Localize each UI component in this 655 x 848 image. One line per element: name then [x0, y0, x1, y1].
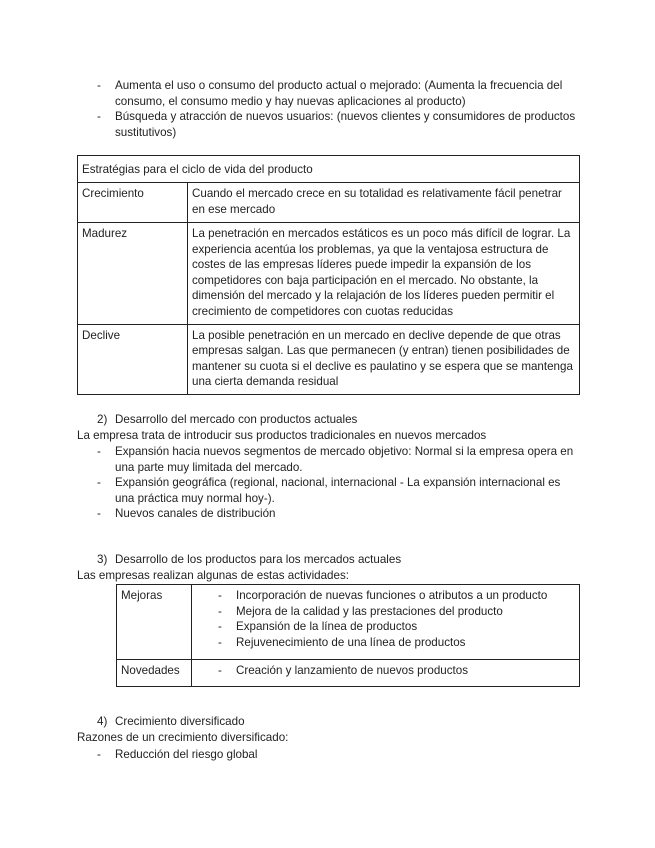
lifecycle-table	[77, 155, 580, 395]
table-row: Mejoras - Incorporación de nuevas funciones o atributos a un producto - Mejora de la calidad y las prestaciones del producto - Expansión de la línea de productos - Rejuvenecimiento de una línea de productos	[117, 585, 580, 660]
section-2-heading: 2) Desarrollo del mercado con productos actuales	[97, 413, 358, 426]
table-row: Novedades - Creación y lanzamiento de nuevos productos	[117, 660, 580, 687]
section-2-intro: La empresa trata de introducir sus productos tradicionales en nuevos mercados	[77, 429, 487, 442]
intro-bullet: - Búsqueda y atracción de nuevos usuarios: (nuevos clientes y consumidores de productos sustitutivos)	[97, 110, 576, 139]
table-row: Madurez La penetración en mercados estáticos es un poco más difícil de lograr. La experiencia acentúa los problemas, ya que la ventajosa estructura de costes de las empresas líderes puede impedir la expansión de los competidores con baja participación en el mercado. No obstante, la dimensión del mercado y la relajación de los líderes pueden permitir el crecimiento de competidores con cuotas reducidas	[78, 223, 580, 325]
section-4-bullet: - Reducción del riesgo global	[97, 748, 258, 761]
section-3-heading: 3) Desarrollo de los productos para los mercados actuales	[97, 553, 402, 566]
list-item: - Rejuvenecimiento de una línea de productos	[218, 635, 466, 649]
section-2-bullet: - Expansión geográfica (regional, nacional, internacional - La expansión internacional es una práctica muy normal hoy-).	[97, 476, 561, 505]
list-item: - Creación y lanzamiento de nuevos productos	[218, 664, 469, 677]
section-2-bullet: - Nuevos canales de distribución	[97, 507, 276, 520]
section-3-intro: Las empresas realizan algunas de estas actividades:	[77, 569, 349, 582]
intro-bullet: - Aumenta el uso o consumo del producto actual o mejorado: (Aumenta la frecuencia del consumo, el consumo medio y hay nuevas aplicaciones al producto)	[97, 79, 563, 108]
section-4-intro: Razones de un crecimiento diversificado:	[77, 731, 289, 744]
table-row: Crecimiento Cuando el mercado crece en su totalidad es relativamente fácil penetrar en ese mercado	[78, 183, 580, 223]
activities-table	[116, 584, 580, 687]
section-4-heading: 4) Crecimiento diversificado	[97, 715, 245, 728]
table-row: Declive La posible penetración en un mercado en declive depende de que otras empresas salgan. Las que permanecen (y entran) tienen posibilidades de mantener su cuota si el declive es paulatino y se espera que se mantenga una cierta demanda residual	[78, 324, 580, 394]
table-header: Estratégias para el ciclo de vida del producto	[78, 156, 580, 183]
list-item: - Expansión de la línea de productos	[218, 620, 418, 634]
list-item: - Mejora de la calidad y las prestaciones del producto	[218, 604, 503, 618]
section-2-bullet: - Expansión hacia nuevos segmentos de mercado objetivo: Normal si la empresa opera en una parte muy limitada del mercado.	[97, 445, 574, 474]
list-item: - Incorporación de nuevas funciones o atributos a un producto	[218, 589, 548, 602]
